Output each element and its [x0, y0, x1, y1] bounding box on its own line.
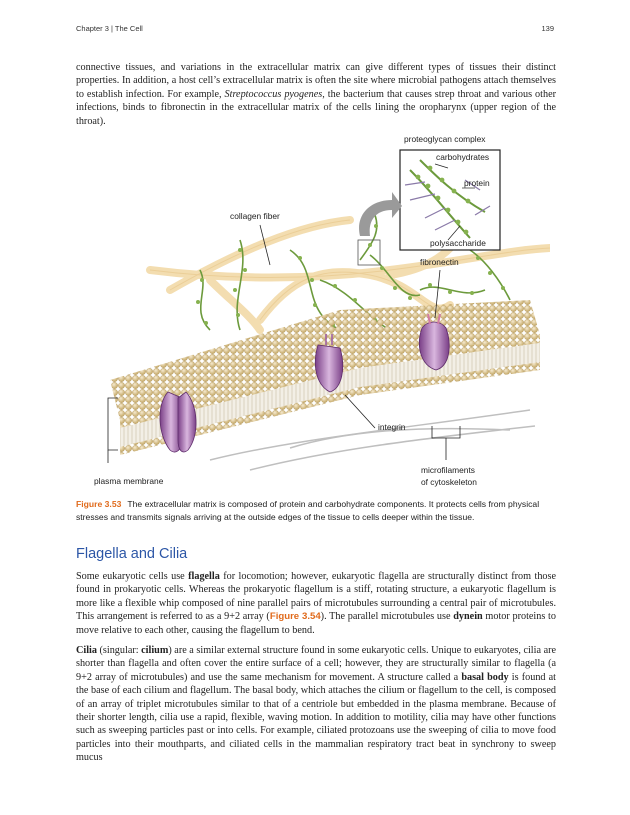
label-proteoglycan-complex: proteoglycan complex [404, 134, 486, 144]
label-plasma-membrane: plasma membrane [94, 476, 164, 486]
flagella-text-4: motor proteins to move relative to each other, causing the flagellum to bend. [76, 611, 556, 636]
flagella-text-3: ). The parallel microtubules use [320, 611, 454, 623]
label-fibronectin: fibronectin [420, 257, 459, 267]
caption-text: The extracellular matrix is composed of protein and carbohydrate components. It protects cells from physical stresses and transmits signals arriving at the outside edges of the tissue to cells deeper within the tissue. [76, 499, 540, 522]
proteoglycan-inset [400, 150, 500, 250]
intro-text-1: connective tissues, and variations in the extracellular matrix can give different types of tissues their distinct properties. In addition, a host cell’s extracellular matrix is often the site where microbial pathogens attach themselves to establish infection. For example, [76, 62, 556, 100]
flagella-paragraph [76, 570, 556, 637]
label-carbohydrates: carbohydrates [436, 152, 490, 162]
label-collagen-fiber: collagen fiber [230, 211, 280, 221]
figure-3-54-link[interactable]: Figure 3.54 [269, 611, 321, 623]
page-number: 139 [541, 24, 554, 33]
running-header [76, 24, 554, 36]
term-flagella: flagella [188, 571, 220, 582]
zoom-arrow [359, 192, 402, 236]
flagella-text-2: for locomotion; however, eukaryotic flagella are structurally distinct from those found in prokaryotic cells. Whereas the prokaryotic flagellum is a stiff, rotating structure, a eukaryotic flagellum is more like a flexible whip composed of nine parallel pairs of microtubules surrounding a central pair of microtubules. This arrangement is referred to as a 9+2 array ( [76, 571, 556, 623]
integrin-protein-left [160, 392, 196, 452]
term-cilium: cilium [141, 645, 169, 656]
flagella-text-1: Some eukaryotic cells use [76, 571, 189, 582]
term-dynein: dynein [453, 611, 483, 623]
cilia-paragraph [76, 644, 556, 765]
cilia-text-3: is found at the base of each cilium and flagellum. The basal body, which attaches the cilium or flagellum to the cell, is composed of an array of triplet microtubules similar to that of a centriole but embedded in the plasma membrane. Because of their shorter length, cilia use a rapid, flexible, waving motion. In addition to motility, cilia may have other functions such as sweeping particles past or into cells. For example, ciliated protozoans use the sweeping of cilia to move food particles into their mouthparts, and ciliated cells in the mammalian respiratory tract beat in synchrony to sweep mucus [76, 671, 557, 764]
figure-number: Figure 3.53 [76, 499, 122, 509]
species-name: Streptococcus pyogenes [224, 88, 323, 100]
intro-paragraph [76, 61, 556, 128]
term-basal-body: basal body [461, 671, 509, 683]
section-title: Flagella and Cilia [76, 546, 188, 562]
figure-caption [76, 498, 556, 523]
label-protein: protein [464, 178, 490, 188]
intro-text-2: , the bacterium that causes strep throat and various other infections, binds to fibronectin in the extracellular matrix of the cells lining the oropharynx (upper region of the throat). [76, 88, 556, 127]
label-polysaccharide: polysaccharide [430, 238, 486, 248]
extracellular-matrix-figure [90, 130, 550, 490]
label-cytoskeleton: of cytoskeleton [421, 477, 477, 487]
cilia-text-2: ) are a similar external structure found in some eukaryotic cells. Unique to eukaryotes, cilia are shorter than flagella and often cover the entire surface of a cell; however, they are structurally similar to flagella (a 9+2 array of microtubules) and use the same mechanism for movement. A structure called a [76, 645, 557, 683]
chapter-title: Chapter 3 | The Cell [76, 24, 143, 33]
label-integrin: integrin [378, 422, 406, 432]
term-cilia: Cilia [76, 645, 97, 656]
label-microfilaments: microfilaments [421, 465, 475, 475]
cilia-text-1: (singular: [96, 645, 142, 656]
